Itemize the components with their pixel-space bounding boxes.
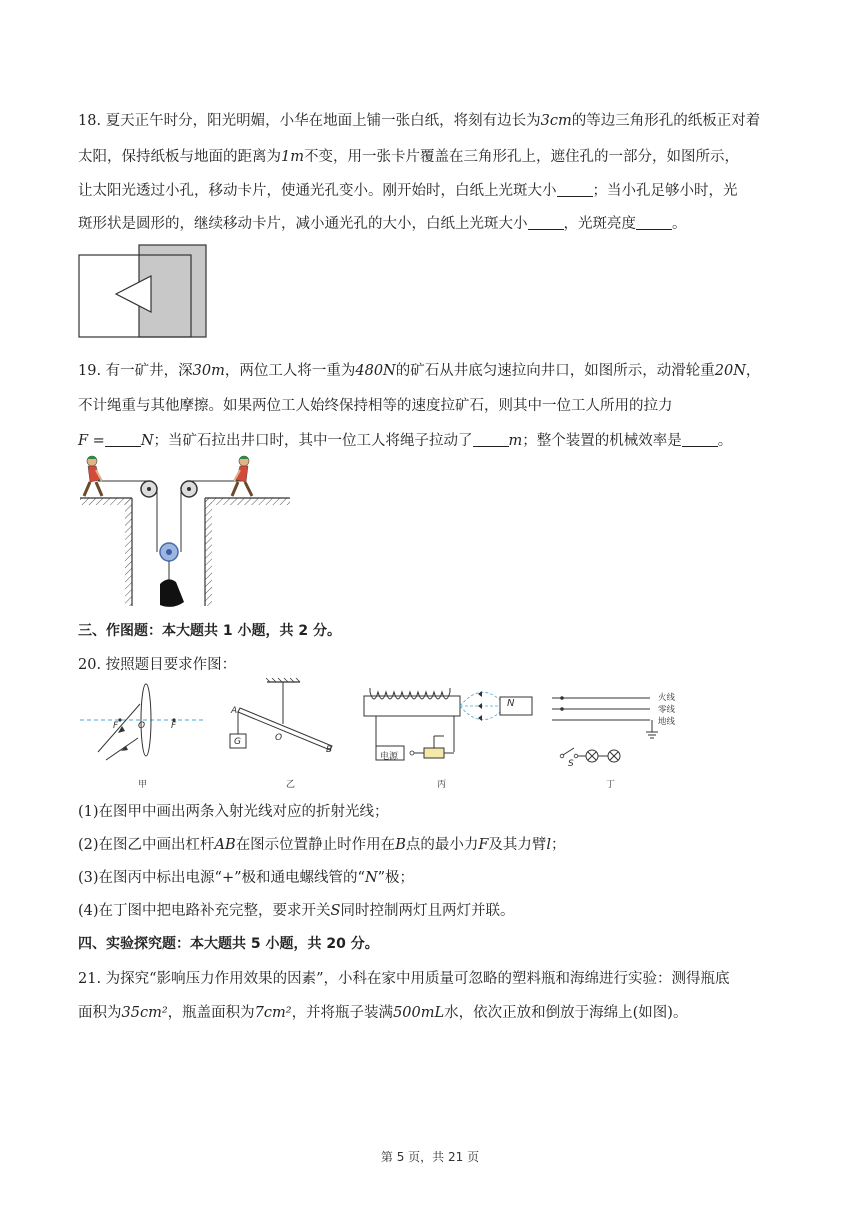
q18-line3: 让太阳光透过小孔，移动卡片，使通光孔变小。刚开始时，白纸上光斑大小 ；当小孔足够小时，光 (78, 183, 738, 199)
caption-ding: 丁 (606, 780, 616, 790)
answer-blank[interactable] (528, 215, 564, 230)
label-A: A (231, 706, 238, 716)
caption-jia: 甲 (138, 780, 148, 790)
q21-line2: 面积为35cm²，瓶盖面积为7cm²，并将瓶子装满500mL水，依次正放和倒放于海绵上(如图)。 (78, 1005, 688, 1021)
label-F1: F (113, 721, 119, 731)
label-S: S (568, 759, 574, 769)
q21-line1: 21. 为探究“影响压力作用效果的因素”，小科在家中用质量可忽略的塑料瓶和海绵进行实验：测得瓶底 (78, 971, 730, 987)
label-zero-wire: 零线 (658, 705, 676, 715)
q20-item3: (3)在图丙中标出电源“+”极和通电螺线管的“N”极； (78, 870, 415, 886)
section-3-heading: 三、作图题：本大题共 1 小题，共 2 分。 (78, 623, 341, 639)
label-earth-wire: 地线 (658, 717, 676, 727)
label-O1: O (138, 721, 146, 731)
label-fire-wire: 火线 (658, 693, 676, 703)
section-4-heading: 四、实验探究题：本大题共 5 小题，共 20 分。 (78, 936, 379, 952)
worker-right-icon (232, 456, 252, 496)
label-F2: F (171, 721, 177, 731)
q18-figure (78, 244, 208, 339)
q20-item1: (1)在图甲中画出两条入射光线对应的折射光线； (78, 804, 389, 820)
q20-item2: (2)在图乙中画出杠杆AB在图示位置静止时作用在B点的最小力F及其力臂l； (78, 837, 566, 853)
q18-line2: 太阳，保持纸板与地面的距离为1m不变，用一张卡片覆盖在三角形孔上，遮住孔的一部分，如图所示， (78, 149, 739, 165)
q19-line1: 19. 有一矿井，深30m，两位工人将一重为480N的矿石从井底匀速拉向井口，如图所示，动滑轮重20N， (78, 363, 761, 379)
page-footer: 第 5 页，共 21 页 (380, 1150, 480, 1164)
label-G: G (234, 737, 241, 747)
q18-line1: 18. 夏天正午时分，阳光明媚，小华在地面上铺一张白纸，将刻有边长为3cm的等边三角形孔的纸板正对着 (78, 113, 761, 129)
q19-figure (78, 452, 293, 610)
q20-item4: (4)在丁图中把电路补充完整，要求开关S同时控制两灯且两灯并联。 (78, 903, 515, 919)
label-B: B (326, 745, 333, 755)
answer-blank[interactable] (105, 432, 141, 447)
caption-yi: 乙 (286, 780, 296, 790)
caption-bing: 丙 (437, 780, 447, 790)
answer-blank[interactable] (636, 215, 672, 230)
label-O2: O (275, 733, 283, 743)
worker-left-icon (84, 456, 102, 496)
label-N: N (507, 698, 515, 709)
q19-line3: F = N；当矿石拉出井口时，其中一位工人将绳子拉动了 m；整个装置的机械效率是 。 (78, 433, 733, 449)
label-power: 电源 (380, 752, 399, 762)
q20-title: 20. 按照题目要求作图： (78, 657, 237, 673)
q19-line2: 不计绳重与其他摩擦。如果两位工人始终保持相等的速度拉矿石，则其中一位工人所用的拉力 (78, 398, 673, 414)
answer-blank[interactable] (473, 432, 509, 447)
q18-line4: 斑形状是圆形的，继续移动卡片，减小通光孔的大小，白纸上光斑大小 ，光斑亮度 。 (78, 216, 687, 232)
answer-blank[interactable] (682, 432, 718, 447)
answer-blank[interactable] (557, 182, 593, 197)
